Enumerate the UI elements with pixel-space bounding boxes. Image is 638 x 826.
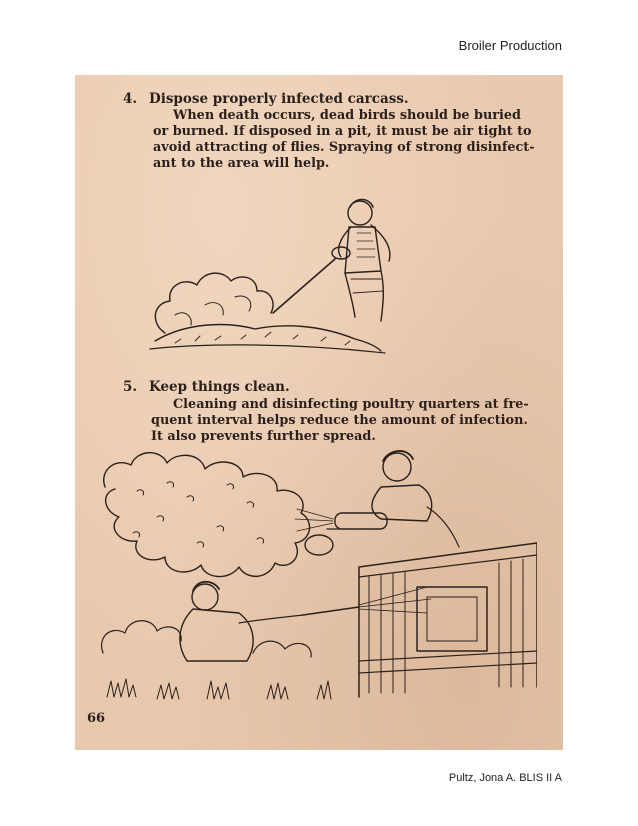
item-4-line-4: ant to the area will help. — [153, 156, 330, 171]
item-4-paragraph — [153, 108, 535, 172]
item-5-line-3: It also prevents further spread. — [151, 429, 376, 444]
item-5-heading-text: Keep things clean. — [149, 379, 290, 395]
item-5-number: 5. — [123, 379, 138, 395]
item-5-line-1: Cleaning and disinfecting poultry quarters at fre- — [173, 397, 529, 412]
scanned-book-page — [75, 75, 563, 750]
item-4-line-2: or burned. If disposed in a pit, it must be air tight to — [153, 124, 532, 139]
item-4-heading — [123, 91, 409, 107]
item-4-heading-text: Dispose properly infected carcass. — [149, 91, 409, 107]
item-5-line-2: quent interval helps reduce the amount of infection. — [151, 413, 528, 428]
book-page-number: 66 — [87, 711, 106, 726]
document-footer-author: Pultz, Jona A. BLIS II A — [448, 772, 562, 784]
item-5-paragraph — [151, 397, 529, 445]
disinfecting-poultry-house-illustration — [97, 447, 537, 707]
item-4-line-3: avoid attracting of flies. Spraying of strong disinfect- — [153, 140, 535, 155]
spraying-carcass-illustration — [145, 193, 425, 363]
item-4-line-1: When death occurs, dead birds should be buried — [173, 108, 521, 123]
item-4-number: 4. — [123, 91, 138, 107]
item-5-heading — [123, 379, 290, 395]
document-header-title: Broiler Production — [458, 38, 562, 53]
